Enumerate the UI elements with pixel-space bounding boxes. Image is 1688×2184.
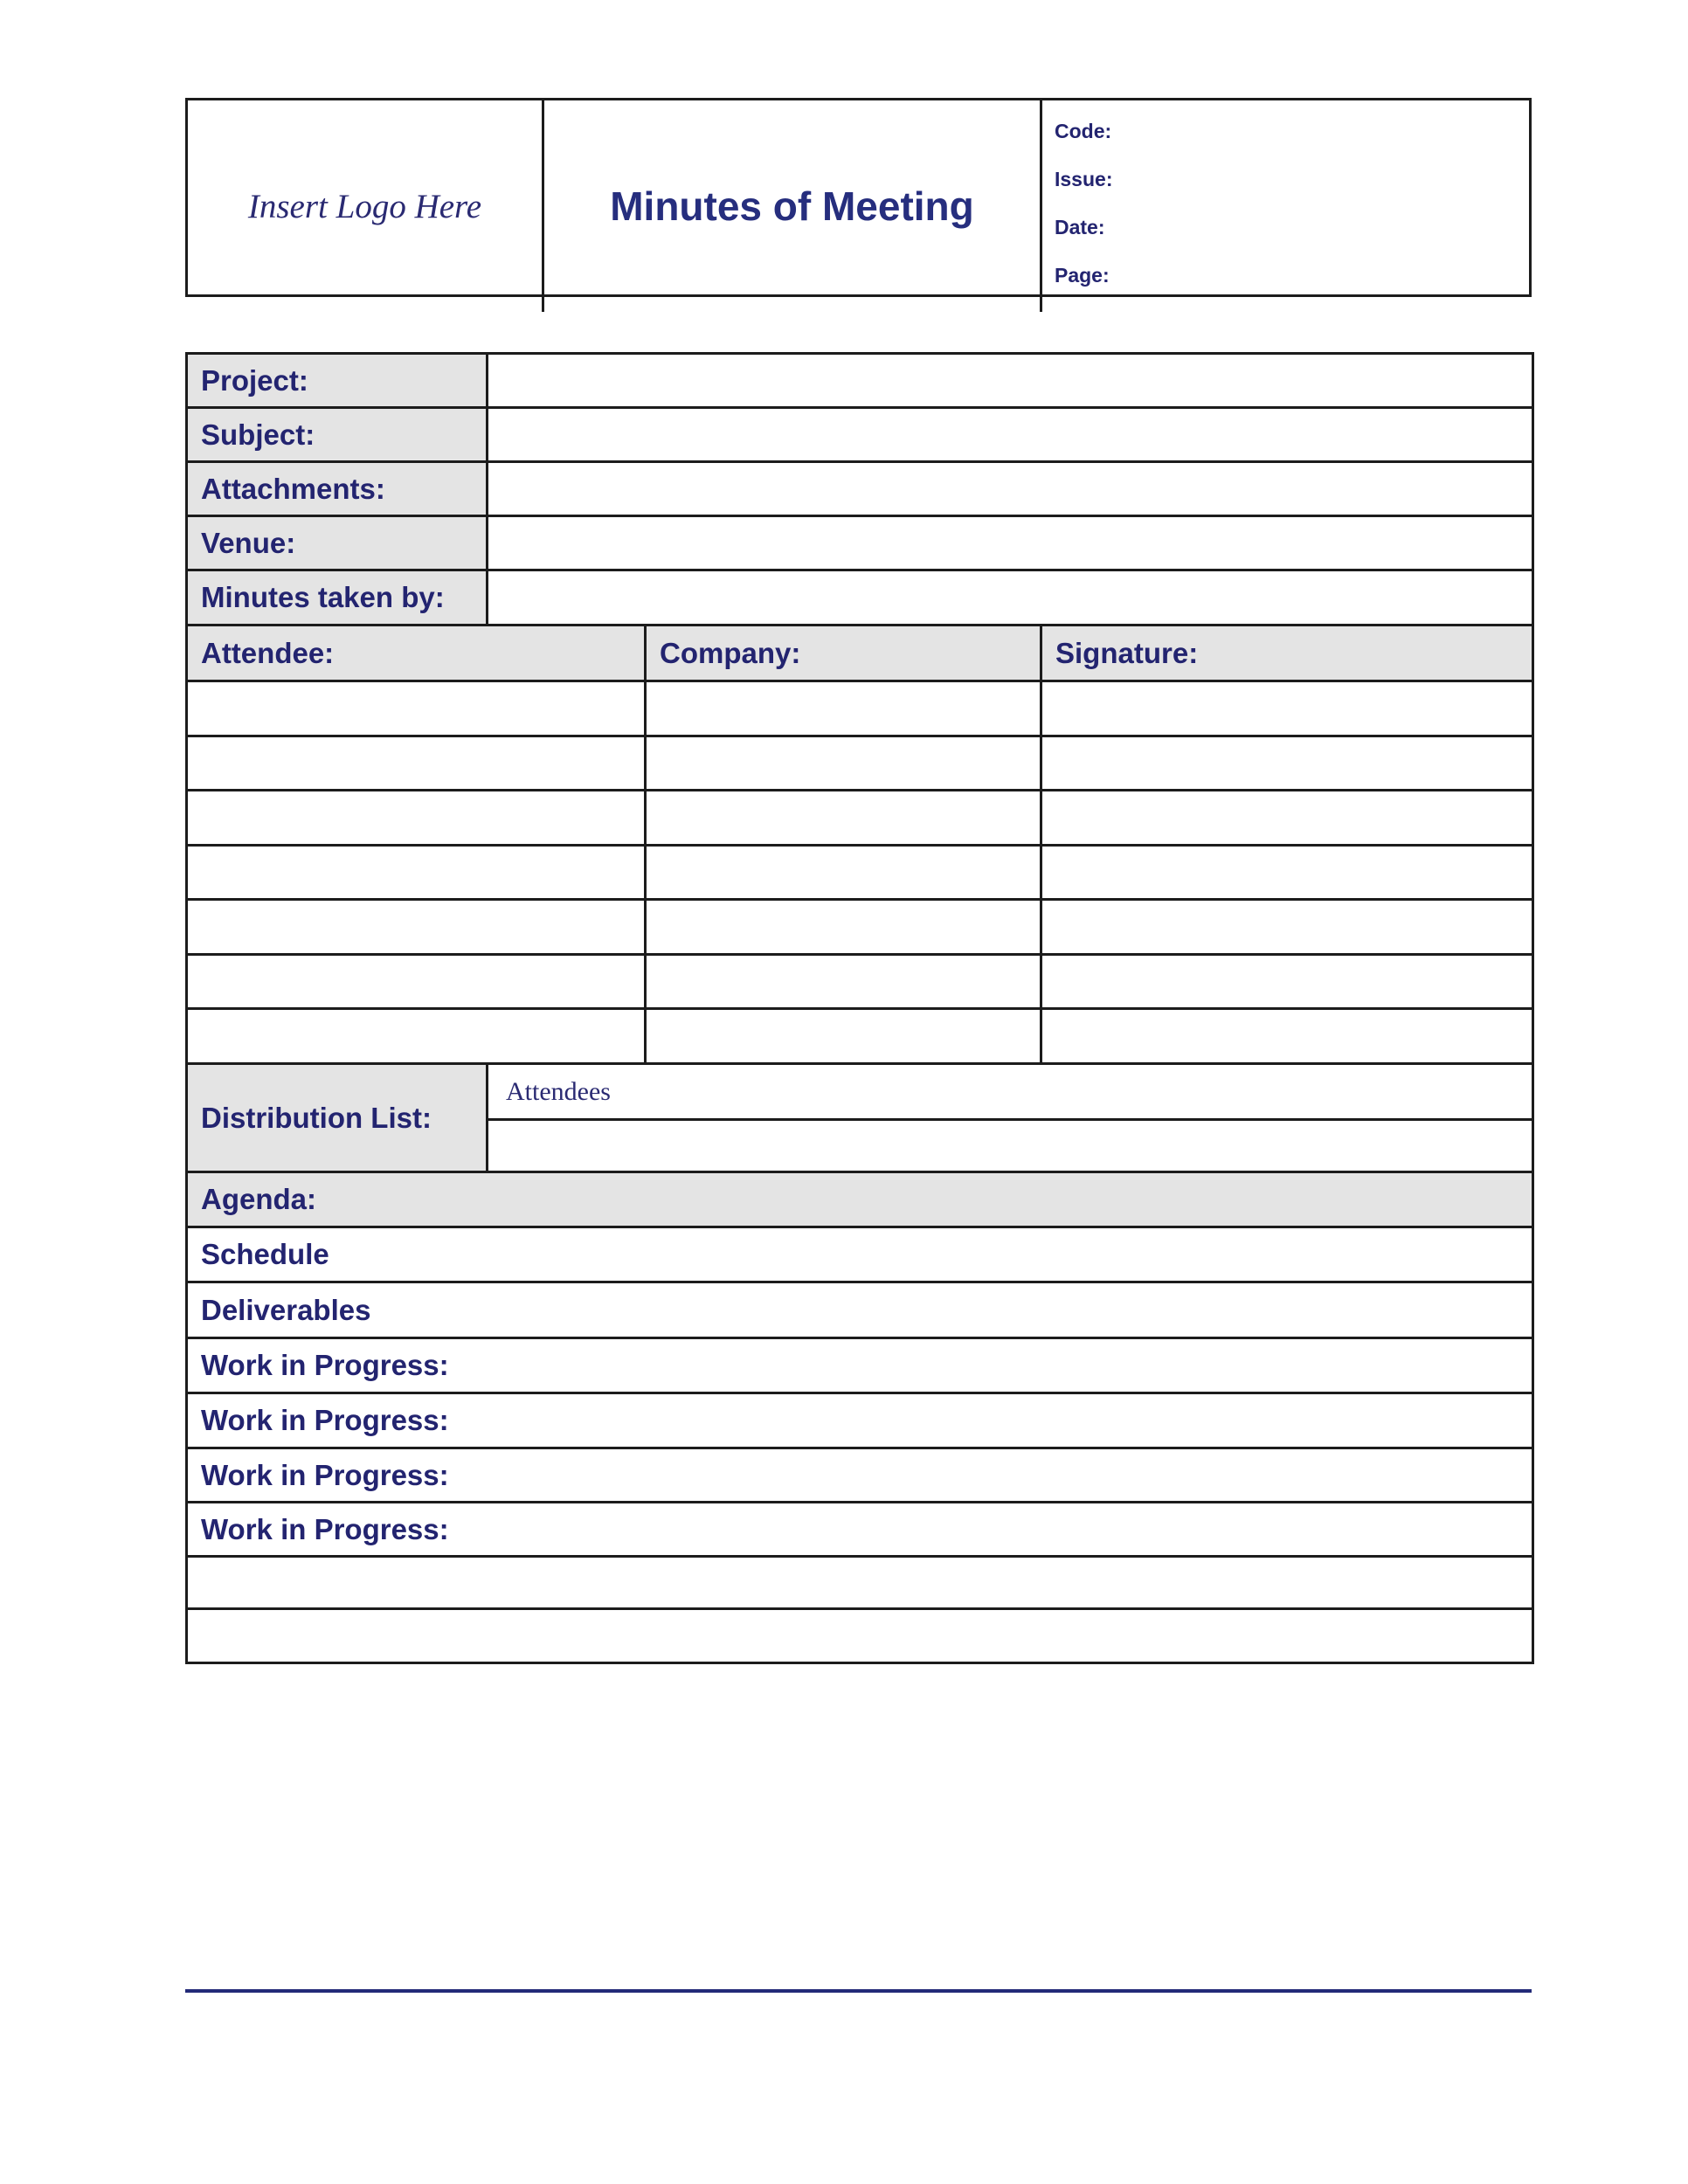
- document-title: Minutes of Meeting: [610, 183, 974, 229]
- subject-label: Subject:: [187, 408, 488, 462]
- footer-rule: [185, 1989, 1532, 1993]
- project-row: [187, 354, 1533, 408]
- attendee-row: [187, 736, 1533, 791]
- minutes-taken-by-value-field[interactable]: [488, 570, 1533, 625]
- title-cell: [542, 100, 1040, 312]
- attendee-column-header: Attendee:: [187, 625, 646, 681]
- attendee-signature-field[interactable]: [1041, 1009, 1533, 1064]
- empty-field[interactable]: [187, 1557, 1533, 1609]
- attendee-company-field[interactable]: [646, 736, 1041, 791]
- code-label: Code:: [1055, 120, 1112, 142]
- page-label: Page:: [1055, 264, 1110, 287]
- logo-placeholder-cell: [188, 100, 542, 312]
- attendee-signature-field[interactable]: [1041, 791, 1533, 846]
- attendee-company-field[interactable]: [646, 900, 1041, 955]
- attendee-company-field[interactable]: [646, 846, 1041, 900]
- distribution-list-label: Distribution List:: [187, 1064, 488, 1172]
- agenda-item-work-in-progress[interactable]: Work in Progress:: [187, 1393, 1533, 1448]
- empty-row: [187, 1557, 1533, 1609]
- agenda-item-row: [187, 1338, 1533, 1393]
- agenda-label: Agenda:: [187, 1172, 1533, 1227]
- attendee-header-row: [187, 625, 1533, 681]
- attendee-name-field[interactable]: [187, 681, 646, 736]
- attendee-name-field[interactable]: [187, 846, 646, 900]
- attendee-company-field[interactable]: [646, 681, 1041, 736]
- attendee-row: [187, 900, 1533, 955]
- agenda-item-row: [187, 1393, 1533, 1448]
- attendee-company-field[interactable]: [646, 1009, 1041, 1064]
- minutes-form-table: [185, 352, 1534, 1664]
- agenda-item-work-in-progress[interactable]: Work in Progress:: [187, 1503, 1533, 1557]
- attendee-name-field[interactable]: [187, 900, 646, 955]
- attendee-name-field[interactable]: [187, 736, 646, 791]
- project-label: Project:: [187, 354, 488, 408]
- date-label: Date:: [1055, 216, 1105, 238]
- minutes-taken-by-row: [187, 570, 1533, 625]
- signature-column-header: Signature:: [1041, 625, 1533, 681]
- agenda-item-row: [187, 1282, 1533, 1338]
- project-value-field[interactable]: [488, 354, 1533, 408]
- header-table: [185, 98, 1532, 297]
- attachments-row: [187, 462, 1533, 516]
- attendee-company-field[interactable]: [646, 955, 1041, 1009]
- distribution-attendees-field[interactable]: Attendees: [488, 1064, 1533, 1120]
- agenda-item-deliverables[interactable]: Deliverables: [187, 1282, 1533, 1338]
- attendee-row: [187, 1009, 1533, 1064]
- attendee-row: [187, 955, 1533, 1009]
- agenda-item-schedule[interactable]: Schedule: [187, 1227, 1533, 1282]
- agenda-item-work-in-progress[interactable]: Work in Progress:: [187, 1448, 1533, 1503]
- attendee-row: [187, 791, 1533, 846]
- attendee-signature-field[interactable]: [1041, 900, 1533, 955]
- subject-row: [187, 408, 1533, 462]
- venue-value-field[interactable]: [488, 516, 1533, 570]
- attendee-name-field[interactable]: [187, 1009, 646, 1064]
- subject-value-field[interactable]: [488, 408, 1533, 462]
- agenda-header-row: [187, 1172, 1533, 1227]
- attendee-name-field[interactable]: [187, 791, 646, 846]
- company-column-header: Company:: [646, 625, 1041, 681]
- agenda-item-row: [187, 1503, 1533, 1557]
- logo-placeholder-text: Insert Logo Here: [247, 187, 482, 225]
- attendee-signature-field[interactable]: [1041, 846, 1533, 900]
- attendee-company-field[interactable]: [646, 791, 1041, 846]
- empty-field[interactable]: [187, 1609, 1533, 1663]
- attendee-signature-field[interactable]: [1041, 736, 1533, 791]
- distribution-extra-field[interactable]: [488, 1120, 1533, 1172]
- venue-row: [187, 516, 1533, 570]
- agenda-item-row: [187, 1227, 1533, 1282]
- agenda-item-work-in-progress[interactable]: Work in Progress:: [187, 1338, 1533, 1393]
- attendee-name-field[interactable]: [187, 955, 646, 1009]
- attendee-row: [187, 681, 1533, 736]
- agenda-item-row: [187, 1448, 1533, 1503]
- attendee-row: [187, 846, 1533, 900]
- venue-label: Venue:: [187, 516, 488, 570]
- issue-label: Issue:: [1055, 168, 1113, 190]
- attendee-signature-field[interactable]: [1041, 955, 1533, 1009]
- header-info-cell: [1040, 100, 1529, 312]
- empty-row: [187, 1609, 1533, 1663]
- attachments-value-field[interactable]: [488, 462, 1533, 516]
- distribution-list-row: [187, 1064, 1533, 1120]
- attachments-label: Attachments:: [187, 462, 488, 516]
- attendee-signature-field[interactable]: [1041, 681, 1533, 736]
- minutes-taken-by-label: Minutes taken by:: [187, 570, 488, 625]
